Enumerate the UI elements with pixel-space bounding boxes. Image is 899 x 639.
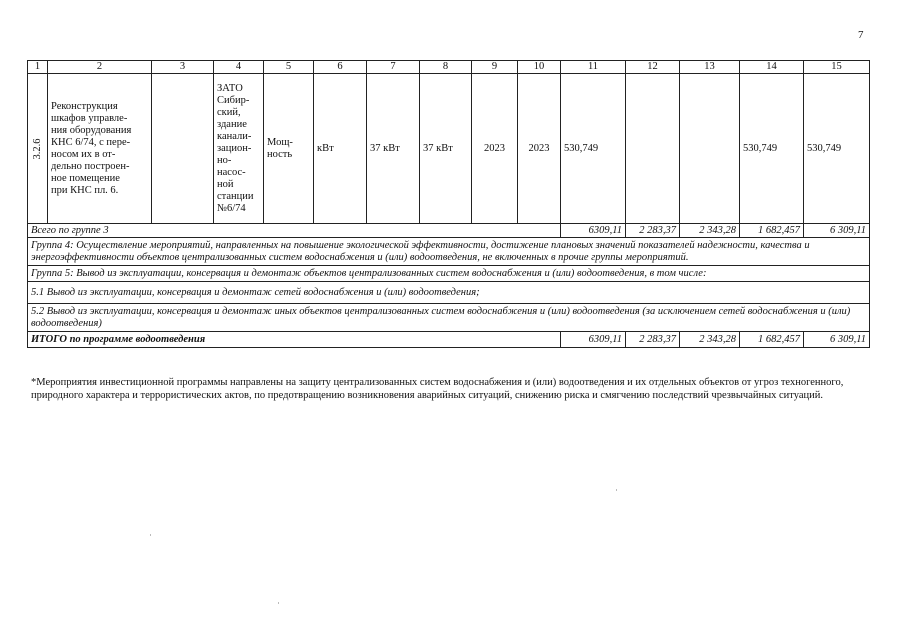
col-header-10: 10 <box>518 61 561 74</box>
measure-name-line: КНС 6/74, с пере- <box>51 136 131 148</box>
col-header-5: 5 <box>264 61 314 74</box>
col-header-11: 11 <box>561 61 626 74</box>
program-total-12: 2 283,37 <box>626 332 680 348</box>
location-line: ЗАТО <box>217 82 243 94</box>
measure-name-cell <box>48 74 152 224</box>
col-header-7: 7 <box>367 61 420 74</box>
location-line: зацион- <box>217 142 252 154</box>
program-total-13: 2 343,28 <box>680 332 740 348</box>
group5-2-text: 5.2 Вывод из эксплуатации, консервация и демонтаж иных объектов централизованных систем водоснабжения и (или) водоотведения (за исключением сетей водоснабжения и (или) водоотведения) <box>28 304 870 332</box>
program-total-row <box>28 332 870 348</box>
group3-total-13: 2 343,28 <box>680 224 740 238</box>
measure-name-line: Реконструкция <box>51 100 118 112</box>
col-header-9: 9 <box>472 61 518 74</box>
value-before-cell: 37 кВт <box>367 74 420 224</box>
group3-total-label: Всего по группе 3 <box>28 224 561 238</box>
col-header-2: 2 <box>48 61 152 74</box>
measure-name-line: дельно построен- <box>51 160 130 172</box>
program-total-label: ИТОГО по программе водоотведения <box>28 332 561 348</box>
measure-name-line: при КНС пл. 6. <box>51 184 119 196</box>
measure-name-line: шкафов управле- <box>51 112 128 124</box>
measure-name-line: носом их в от- <box>51 148 116 160</box>
group5-1-row <box>28 282 870 304</box>
page-number: 7 <box>858 29 864 41</box>
group5-1-text: 5.1 Вывод из эксплуатации, консервация и демонтаж сетей водоснабжения и (или) водоотведения; <box>28 282 870 304</box>
parameter-line: ность <box>267 148 293 160</box>
col-header-15: 15 <box>804 61 870 74</box>
parameter-cell <box>264 74 314 224</box>
group5-2-row <box>28 304 870 332</box>
location-line: ский, <box>217 106 241 118</box>
cost-cell-12 <box>626 74 680 224</box>
program-total-11: 6309,11 <box>561 332 626 348</box>
col-header-13: 13 <box>680 61 740 74</box>
location-line: ной <box>217 178 234 190</box>
col-header-4: 4 <box>214 61 264 74</box>
col-header-8: 8 <box>420 61 472 74</box>
table-row <box>28 74 870 224</box>
column-number-row <box>28 61 870 74</box>
col-header-6: 6 <box>314 61 367 74</box>
group5-text: Группа 5: Вывод из эксплуатации, консервация и демонтаж объектов централизованных систем водоснабжения и (или) водоотведения, в том числе: <box>28 266 870 282</box>
program-total-15: 6 309,11 <box>804 332 870 348</box>
row-number-cell <box>28 74 48 224</box>
location-line: станции <box>217 190 254 202</box>
cell-3 <box>152 74 214 224</box>
cost-cell-13 <box>680 74 740 224</box>
investment-program-table <box>27 60 870 348</box>
end-year-cell: 2023 <box>518 74 561 224</box>
location-line: Сибир- <box>217 94 250 106</box>
group4-row <box>28 238 870 266</box>
scan-speck <box>616 489 617 491</box>
col-header-14: 14 <box>740 61 804 74</box>
group3-total-row <box>28 224 870 238</box>
group5-row <box>28 266 870 282</box>
cost-cell-14: 530,749 <box>740 74 804 224</box>
group3-total-12: 2 283,37 <box>626 224 680 238</box>
footnote: *Мероприятия инвестиционной программы направлены на защиту централизованных систем водоснабжения и (или) водоотведения и их отдельных объектов от угроз техногенного, природного характера и террористических актов, по предотвращению возникновения аварийных ситуаций, снижению риска и смягчению последствий чрезвычайных ситуаций. <box>31 377 844 401</box>
measure-name-line: ное помещение <box>51 172 120 184</box>
location-line: но- <box>217 154 232 166</box>
col-header-1: 1 <box>28 61 48 74</box>
location-line: №6/74 <box>217 202 246 214</box>
location-line: насос- <box>217 166 246 178</box>
scan-speck <box>150 534 151 536</box>
group3-total-15: 6 309,11 <box>804 224 870 238</box>
group4-text: Группа 4: Осуществление мероприятий, направленных на повышение экологической эффективности, достижение плановых значений показателей надежности, качества и энергоэффективности объектов централизованных систем водоснабжения и (или) водоотведения, не включенных в прочие группы мероприятий. <box>28 238 870 266</box>
measure-name-line: ния оборудования <box>51 124 132 136</box>
start-year-cell: 2023 <box>472 74 518 224</box>
parameter-line: Мощ- <box>267 136 293 148</box>
col-header-3: 3 <box>152 61 214 74</box>
group3-total-11: 6309,11 <box>561 224 626 238</box>
group3-total-14: 1 682,457 <box>740 224 804 238</box>
scan-speck <box>278 602 279 604</box>
col-header-12: 12 <box>626 61 680 74</box>
location-line: канали- <box>217 130 252 142</box>
cost-cell-15: 530,749 <box>804 74 870 224</box>
value-after-cell: 37 кВт <box>420 74 472 224</box>
program-total-14: 1 682,457 <box>740 332 804 348</box>
cost-cell-11: 530,749 <box>561 74 626 224</box>
location-line: здание <box>217 118 247 130</box>
unit-cell: кВт <box>314 74 367 224</box>
row-number: 3.2.6 <box>31 138 43 159</box>
location-cell <box>214 74 264 224</box>
